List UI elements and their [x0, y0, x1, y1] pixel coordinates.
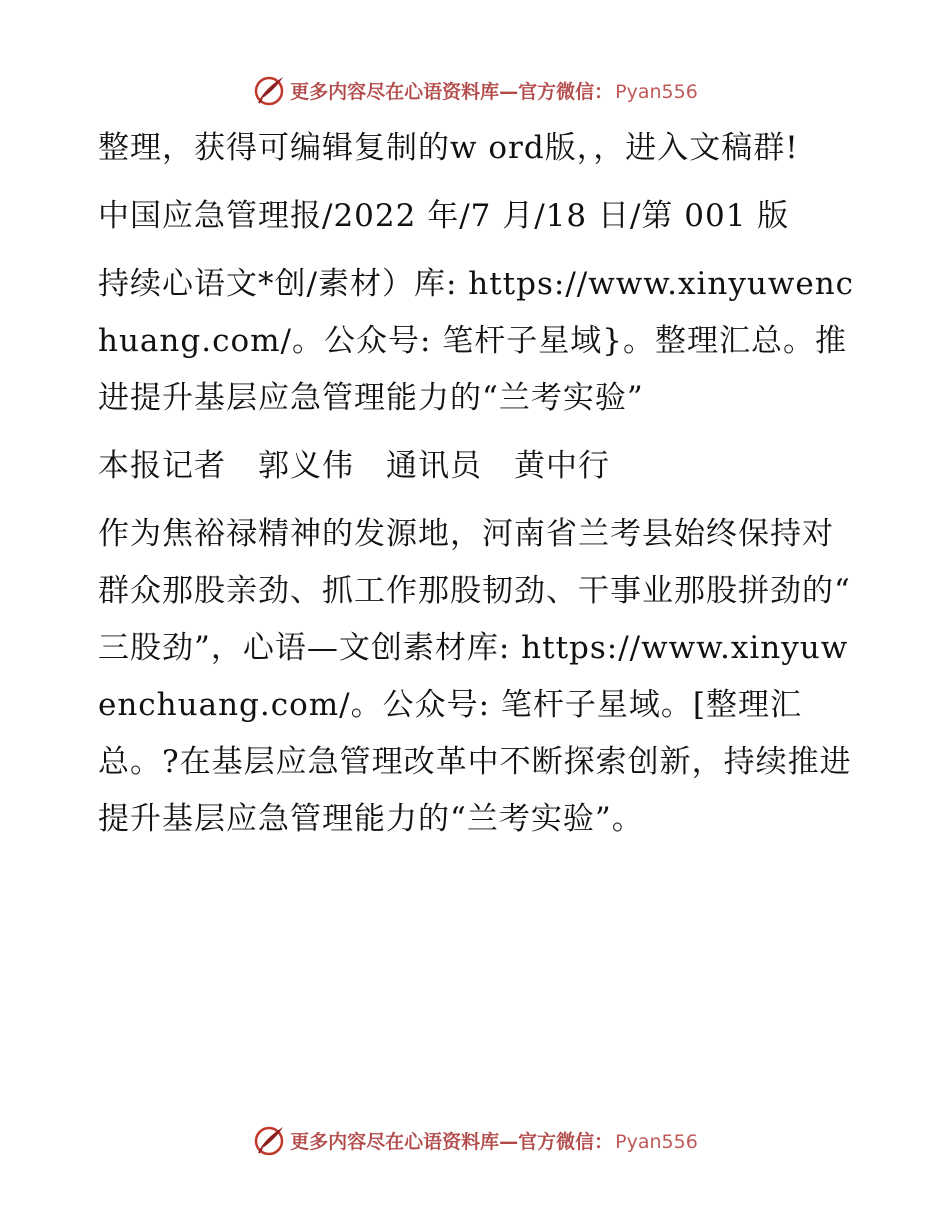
paragraph-body: 作为焦裕禄精神的发源地，河南省兰考县始终保持对群众那股亲劲、抓工作那股韧劲、干事业那股拼劲的“ 三股劲”，心语—文创素材库: https://www.xinyuwenchuang.com/。公众号: 笔杆子星域。[整理汇总。?在基层应急管理改革中不断探索创新，持续推进提升基层应急管理能力的“兰考实验”。 [98, 516, 852, 837]
footer-watermark-text: 更多内容尽在心语资料库—官方微信： Pyan556 [290, 1130, 698, 1153]
paragraph-intro: 整理，获得可编辑复制的w ord版，，进入文稿群! [98, 130, 799, 166]
quill-logo-icon [252, 1123, 286, 1157]
paragraph-title: 持续心语文*创/素材）库: https://www.xinyuwenchuang.com/。公众号: 笔杆子星域}。整理汇总。推进提升基层应急管理能力的“兰考实验” [98, 266, 855, 416]
footer-watermark [0, 1120, 950, 1160]
quill-logo-icon [252, 73, 286, 107]
header-watermark-text: 更多内容尽在心语资料库—官方微信： Pyan556 [290, 80, 698, 103]
document-body [98, 120, 858, 859]
header-watermark [0, 70, 950, 110]
paragraph-source: 中国应急管理报/2022 年/7 月/18 日/第 001 版 [98, 198, 790, 234]
paragraph-byline: 本报记者 郭义伟 通讯员 黄中行 [98, 448, 610, 484]
